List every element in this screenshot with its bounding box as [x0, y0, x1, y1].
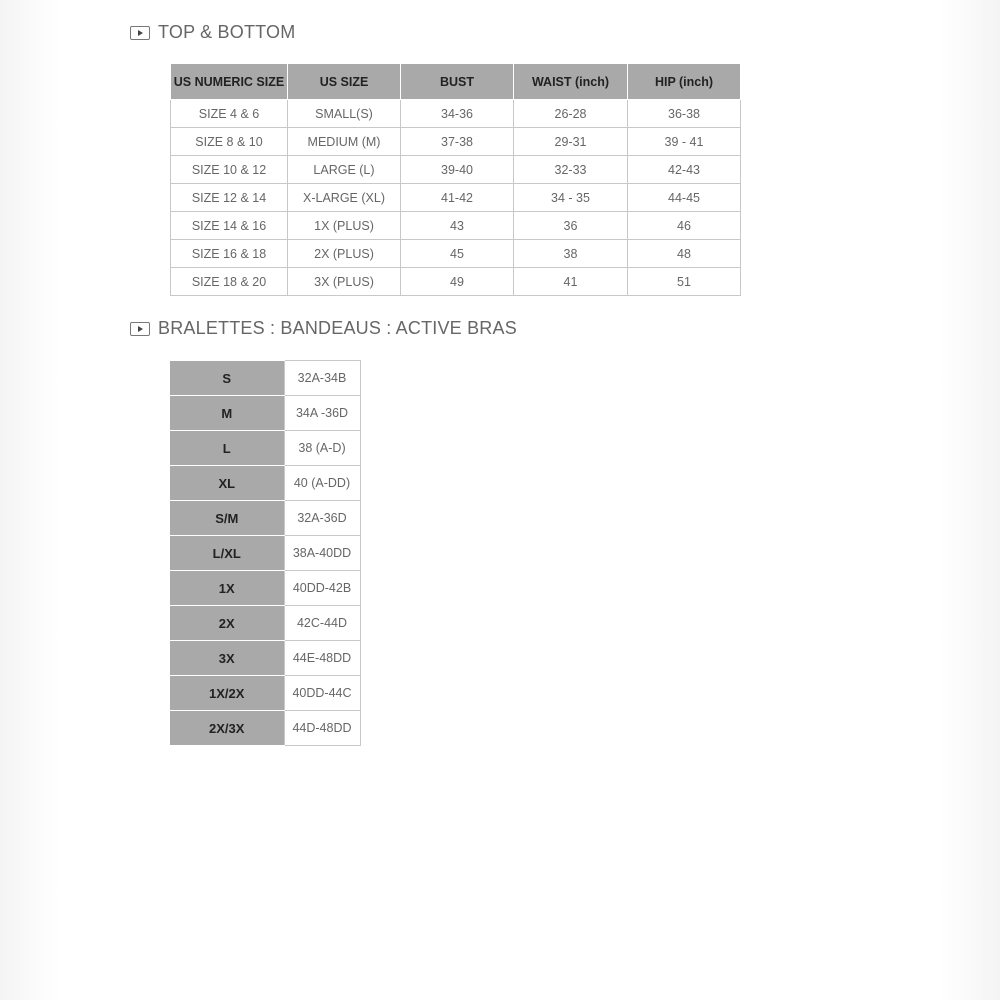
table-row [170, 606, 360, 641]
right-page-shade [940, 0, 1000, 1000]
table-row [170, 641, 360, 676]
bra-size-label: L [170, 431, 284, 466]
bra-cup-range: 40DD-42B [284, 571, 360, 606]
table-cell: 29-31 [514, 128, 628, 156]
left-page-shade [0, 0, 60, 1000]
table-row [171, 240, 741, 268]
bra-cup-range: 44D-48DD [284, 711, 360, 746]
table-cell: 43 [401, 212, 514, 240]
bra-cup-range: 32A-34B [284, 361, 360, 396]
table-cell: MEDIUM (M) [288, 128, 401, 156]
table-cell: 26-28 [514, 100, 628, 128]
table-row [170, 501, 360, 536]
bra-cup-range: 42C-44D [284, 606, 360, 641]
table-row [171, 184, 741, 212]
section-heading-label: TOP & BOTTOM [158, 22, 296, 42]
table-cell: SIZE 4 & 6 [171, 100, 288, 128]
table-cell: 45 [401, 240, 514, 268]
table-cell: 34 - 35 [514, 184, 628, 212]
bra-size-label: 2X [170, 606, 284, 641]
table-row [170, 676, 360, 711]
bra-size-label: S/M [170, 501, 284, 536]
play-icon [130, 26, 150, 40]
table-row [171, 268, 741, 296]
table-row [170, 431, 360, 466]
bra-size-label: XL [170, 466, 284, 501]
column-header-us-numeric-size: US NUMERIC SIZE [171, 64, 288, 100]
table-cell: 41-42 [401, 184, 514, 212]
table-row [171, 128, 741, 156]
table-cell: 36-38 [628, 100, 741, 128]
table-cell: 3X (PLUS) [288, 268, 401, 296]
table-cell: 38 [514, 240, 628, 268]
bra-size-table [170, 360, 361, 746]
bra-size-label: L/XL [170, 536, 284, 571]
column-header-bust: BUST [401, 64, 514, 100]
table-cell: X-LARGE (XL) [288, 184, 401, 212]
table-row [170, 536, 360, 571]
bra-cup-range: 34A -36D [284, 396, 360, 431]
section-heading-label: BRALETTES : BANDEAUS : ACTIVE BRAS [158, 318, 517, 338]
table-cell: 51 [628, 268, 741, 296]
table-cell: 37-38 [401, 128, 514, 156]
bra-size-label: 1X [170, 571, 284, 606]
table-row [171, 212, 741, 240]
table-cell: 34-36 [401, 100, 514, 128]
bra-size-label: 1X/2X [170, 676, 284, 711]
bra-cup-range: 38A-40DD [284, 536, 360, 571]
bra-size-label: 2X/3X [170, 711, 284, 746]
table-cell: SIZE 18 & 20 [171, 268, 288, 296]
table-row [170, 711, 360, 746]
bra-size-label: 3X [170, 641, 284, 676]
table-cell: 42-43 [628, 156, 741, 184]
table-cell: SIZE 16 & 18 [171, 240, 288, 268]
table-cell: 32-33 [514, 156, 628, 184]
table-cell: 41 [514, 268, 628, 296]
section-heading-bras [130, 318, 517, 339]
table-cell: LARGE (L) [288, 156, 401, 184]
table-row [170, 396, 360, 431]
section-heading-top-bottom [130, 22, 295, 43]
column-header-waist: WAIST (inch) [514, 64, 628, 100]
table-row [171, 156, 741, 184]
table-cell: SIZE 8 & 10 [171, 128, 288, 156]
table-row [170, 361, 360, 396]
column-header-us-size: US SIZE [288, 64, 401, 100]
table-cell: 2X (PLUS) [288, 240, 401, 268]
play-icon [130, 322, 150, 336]
table-cell: 36 [514, 212, 628, 240]
table-cell: 1X (PLUS) [288, 212, 401, 240]
bra-cup-range: 40 (A-DD) [284, 466, 360, 501]
table-cell: 44-45 [628, 184, 741, 212]
table-cell: 46 [628, 212, 741, 240]
table-cell: SIZE 10 & 12 [171, 156, 288, 184]
table-cell: 48 [628, 240, 741, 268]
table-row [171, 100, 741, 128]
bra-cup-range: 40DD-44C [284, 676, 360, 711]
bra-size-label: M [170, 396, 284, 431]
table-cell: SIZE 14 & 16 [171, 212, 288, 240]
bra-cup-range: 44E-48DD [284, 641, 360, 676]
table-cell: 49 [401, 268, 514, 296]
column-header-hip: HIP (inch) [628, 64, 741, 100]
table-cell: 39-40 [401, 156, 514, 184]
bra-cup-range: 38 (A-D) [284, 431, 360, 466]
table-row [170, 466, 360, 501]
top-bottom-size-table [170, 63, 741, 296]
table-row [170, 571, 360, 606]
table-cell: 39 - 41 [628, 128, 741, 156]
table-cell: SIZE 12 & 14 [171, 184, 288, 212]
table-cell: SMALL(S) [288, 100, 401, 128]
table-header-row [171, 64, 741, 100]
bra-cup-range: 32A-36D [284, 501, 360, 536]
bra-size-label: S [170, 361, 284, 396]
